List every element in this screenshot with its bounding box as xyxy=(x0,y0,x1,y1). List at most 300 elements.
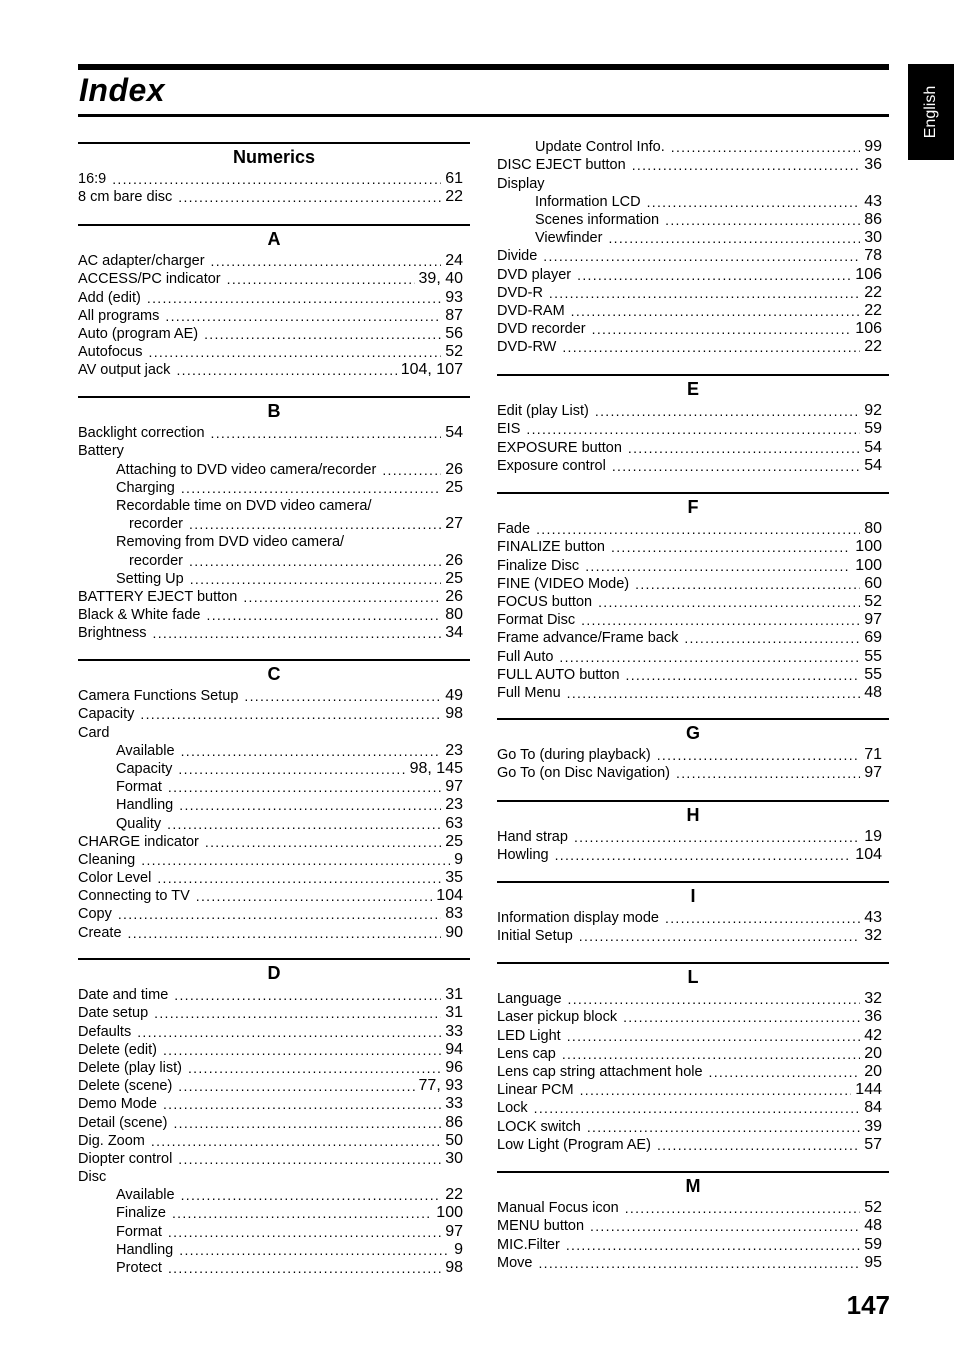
dot-leader xyxy=(671,138,860,156)
index-entry xyxy=(497,1199,882,1217)
entry-label: All programs xyxy=(78,307,160,324)
entry-page-number: 54 xyxy=(864,438,882,456)
section-heading: E xyxy=(497,374,889,402)
dot-leader xyxy=(676,764,860,782)
entry-label: Viewfinder xyxy=(535,230,603,247)
index-entry xyxy=(78,1150,463,1168)
entry-label: Format xyxy=(116,1223,162,1240)
entry-label: Protect xyxy=(116,1260,162,1276)
entry-label: recorder xyxy=(129,552,183,569)
entry-label: Lock xyxy=(497,1100,528,1117)
entry-label: Divide xyxy=(497,248,538,265)
index-entry xyxy=(497,927,882,945)
entry-page-number: 20 xyxy=(864,1062,882,1080)
index-entry xyxy=(497,229,882,247)
index-entry xyxy=(497,684,882,702)
section-heading: Numerics xyxy=(78,142,470,170)
dot-leader xyxy=(163,1095,441,1113)
entry-page-number: 104 xyxy=(855,846,882,864)
entry-label: Setting Up xyxy=(116,570,184,587)
dot-leader xyxy=(625,1199,861,1217)
index-entry xyxy=(497,284,882,302)
entry-label: Update Control Info. xyxy=(535,139,665,156)
dot-leader xyxy=(178,188,441,206)
entry-label: Frame advance/Frame back xyxy=(497,630,679,647)
entry-page-number: 97 xyxy=(864,764,882,782)
dot-leader xyxy=(709,1063,861,1081)
entry-page-number: 84 xyxy=(864,1099,882,1117)
entry-page-number: 95 xyxy=(864,1253,882,1271)
index-entry xyxy=(497,538,882,556)
index-entry xyxy=(78,1077,463,1095)
dot-leader xyxy=(382,461,441,479)
dot-leader xyxy=(243,588,441,606)
index-entry xyxy=(78,1095,463,1113)
entry-label: MENU button xyxy=(497,1218,585,1235)
section-heading: B xyxy=(78,396,470,424)
dot-leader xyxy=(559,648,860,666)
dot-leader xyxy=(526,420,860,438)
dot-leader xyxy=(179,796,441,814)
index-entry xyxy=(78,1168,463,1186)
entry-label: Brightness xyxy=(78,625,147,642)
dot-leader xyxy=(571,302,861,320)
index-entry xyxy=(497,211,882,229)
entry-page-number: 59 xyxy=(864,1235,882,1253)
index-entry xyxy=(78,1204,463,1222)
entry-label: Initial Setup xyxy=(497,928,573,945)
entry-page-number: 86 xyxy=(445,1113,463,1131)
index-entry xyxy=(497,828,882,846)
index-entry xyxy=(497,1008,882,1026)
index-section-continued xyxy=(497,136,889,356)
section-heading: H xyxy=(497,800,889,828)
entry-page-number: 96 xyxy=(445,1058,463,1076)
dot-leader xyxy=(149,343,442,361)
entry-page-number: 22 xyxy=(864,301,882,319)
entry-label: FINE (VIDEO Mode) xyxy=(497,575,630,592)
entry-label: Copy xyxy=(78,906,112,923)
index-entry xyxy=(78,515,463,533)
entry-page-number: 24 xyxy=(445,252,463,270)
entry-label: Hand strap xyxy=(497,829,568,846)
entry-page-number: 71 xyxy=(864,746,882,764)
dot-leader xyxy=(626,666,861,684)
entry-page-number: 33 xyxy=(445,1095,463,1113)
entry-label: CHARGE indicator xyxy=(78,833,199,850)
index-entry xyxy=(78,778,463,796)
entry-page-number: 100 xyxy=(855,538,882,556)
index-entry xyxy=(78,833,463,851)
index-entry xyxy=(78,869,463,887)
entry-page-number: 100 xyxy=(855,556,882,574)
entry-page-number: 52 xyxy=(864,1199,882,1217)
dot-leader xyxy=(587,1118,860,1136)
index-entry xyxy=(78,270,463,288)
entry-page-number: 33 xyxy=(445,1022,463,1040)
entry-page-number: 57 xyxy=(864,1135,882,1153)
entry-page-number: 48 xyxy=(864,1217,882,1235)
entry-page-number: 36 xyxy=(864,1008,882,1026)
entry-page-number: 90 xyxy=(445,923,463,941)
entry-label: Low Light (Program AE) xyxy=(497,1136,651,1153)
entry-label: MIC.Filter xyxy=(497,1236,560,1253)
entry-page-number: 83 xyxy=(445,905,463,923)
entry-label: Autofocus xyxy=(78,344,143,361)
entry-page-number: 99 xyxy=(864,138,882,156)
dot-leader xyxy=(543,247,860,265)
entry-page-number: 106 xyxy=(855,320,882,338)
entry-label: Capacity xyxy=(78,706,135,723)
entry-label: Lens cap string attachment hole xyxy=(497,1063,703,1080)
entry-label: Handling xyxy=(116,797,174,814)
entry-label: FINALIZE button xyxy=(497,539,605,556)
index-entry xyxy=(78,442,463,460)
dot-leader xyxy=(168,1223,441,1241)
entry-label: Add (edit) xyxy=(78,289,141,306)
dot-leader xyxy=(244,687,441,705)
entry-label: Demo Mode xyxy=(78,1096,157,1113)
entry-label: Edit (play List) xyxy=(497,403,589,420)
entry-label: Create xyxy=(78,924,122,941)
entry-label: Move xyxy=(497,1254,533,1271)
entry-label: Battery xyxy=(78,443,124,460)
entry-label: LED Light xyxy=(497,1027,561,1044)
index-entry xyxy=(78,325,463,343)
entry-label: Removing from DVD video camera/ xyxy=(116,534,345,551)
entry-label: Delete (scene) xyxy=(78,1078,173,1095)
entry-page-number: 77, 93 xyxy=(418,1077,463,1095)
entry-page-number: 60 xyxy=(864,574,882,592)
entry-label: DVD-RW xyxy=(497,339,557,356)
entry-page-number: 63 xyxy=(445,814,463,832)
index-entry xyxy=(497,666,882,684)
entry-label: Attaching to DVD video camera/recorder xyxy=(116,461,377,478)
dot-leader xyxy=(118,905,441,923)
entry-label: Display xyxy=(497,175,545,192)
index-entry xyxy=(497,1254,882,1272)
dot-leader xyxy=(598,593,860,611)
dot-leader xyxy=(168,778,441,796)
index-entry xyxy=(78,887,463,905)
dot-leader xyxy=(628,439,860,457)
entry-label: Backlight correction xyxy=(78,425,205,442)
dot-leader xyxy=(574,828,860,846)
index-entry xyxy=(78,497,463,515)
entry-page-number: 80 xyxy=(864,520,882,538)
entry-label: Connecting to TV xyxy=(78,888,190,905)
index-entry xyxy=(497,320,882,338)
entry-page-number: 20 xyxy=(864,1044,882,1062)
entry-page-number: 36 xyxy=(864,156,882,174)
dot-leader xyxy=(534,1099,861,1117)
index-entry xyxy=(497,457,882,475)
entry-label: Black & White fade xyxy=(78,607,201,624)
entry-page-number: 48 xyxy=(864,683,882,701)
index-entry xyxy=(497,302,882,320)
dot-leader xyxy=(188,1059,441,1077)
dot-leader xyxy=(536,520,860,538)
entry-page-number: 31 xyxy=(445,986,463,1004)
entry-label: Quality xyxy=(116,815,162,832)
index-entry xyxy=(78,307,463,325)
entry-page-number: 27 xyxy=(445,515,463,533)
entry-page-number: 97 xyxy=(445,1222,463,1240)
index-entry xyxy=(78,1222,463,1240)
index-entry xyxy=(78,1186,463,1204)
entry-label: Linear PCM xyxy=(497,1082,574,1099)
entry-label: Cleaning xyxy=(78,851,136,868)
dot-leader xyxy=(178,1150,441,1168)
index-entry xyxy=(78,1022,463,1040)
top-rule xyxy=(78,64,889,70)
entry-page-number: 69 xyxy=(864,629,882,647)
entry-label: ACCESS/PC indicator xyxy=(78,271,221,288)
index-entry xyxy=(497,402,882,420)
index-entry xyxy=(78,343,463,361)
index-entry xyxy=(78,1041,463,1059)
entry-page-number: 100 xyxy=(436,1204,463,1222)
language-tab xyxy=(908,64,954,160)
index-entry xyxy=(497,746,882,764)
dot-leader xyxy=(665,211,860,229)
entry-label: FULL AUTO button xyxy=(497,666,620,683)
entry-page-number: 30 xyxy=(445,1149,463,1167)
dot-leader xyxy=(174,986,441,1004)
entry-page-number: 104 xyxy=(436,887,463,905)
entry-label: DVD-R xyxy=(497,284,543,301)
index-entry xyxy=(78,986,463,1004)
index-entry xyxy=(78,851,463,869)
language-tab-label: English xyxy=(922,85,939,139)
dot-leader xyxy=(211,424,442,442)
entry-label: 16:9 xyxy=(78,171,107,188)
index-entry xyxy=(497,520,882,538)
entry-page-number: 86 xyxy=(864,210,882,228)
entry-label: Delete (edit) xyxy=(78,1041,157,1058)
dot-leader xyxy=(585,557,851,575)
dot-leader xyxy=(112,170,441,188)
entry-page-number: 98 xyxy=(445,1259,463,1276)
entry-label: Handling xyxy=(116,1241,174,1258)
index-section-c xyxy=(78,659,470,942)
index-entry xyxy=(78,723,463,741)
index-entry xyxy=(78,588,463,606)
dot-leader xyxy=(568,990,861,1008)
dot-leader xyxy=(595,402,860,420)
dot-leader xyxy=(165,307,441,325)
entry-label: FOCUS button xyxy=(497,593,593,610)
index-entry xyxy=(497,420,882,438)
index-entry xyxy=(497,629,882,647)
dot-leader xyxy=(566,1236,860,1254)
entry-page-number: 80 xyxy=(445,606,463,624)
index-entry xyxy=(78,624,463,642)
index-entry xyxy=(497,1136,882,1154)
entry-page-number: 42 xyxy=(864,1026,882,1044)
dot-leader xyxy=(567,684,861,702)
entry-page-number: 26 xyxy=(445,551,463,569)
dot-leader xyxy=(204,325,441,343)
entry-page-number: 39, 40 xyxy=(418,270,463,288)
entry-page-number: 43 xyxy=(864,192,882,210)
index-entry xyxy=(78,705,463,723)
entry-page-number: 78 xyxy=(864,247,882,265)
index-entry xyxy=(78,1059,463,1077)
section-heading: L xyxy=(497,962,889,990)
entry-label: EXPOSURE button xyxy=(497,439,622,456)
dot-leader xyxy=(154,1004,441,1022)
entry-page-number: 43 xyxy=(864,909,882,927)
dot-leader xyxy=(147,289,441,307)
entry-label: Diopter control xyxy=(78,1150,173,1167)
dot-leader xyxy=(592,320,852,338)
entry-page-number: 94 xyxy=(445,1040,463,1058)
entry-page-number: 97 xyxy=(445,778,463,796)
section-heading: A xyxy=(78,224,470,252)
entry-label: Disc xyxy=(78,1169,107,1186)
entry-page-number: 26 xyxy=(445,460,463,478)
entry-label: recorder xyxy=(129,516,183,533)
entry-label: Detail (scene) xyxy=(78,1114,168,1131)
index-entry xyxy=(497,909,882,927)
dot-leader xyxy=(227,270,415,288)
entry-page-number: 59 xyxy=(864,420,882,438)
entry-page-number: 56 xyxy=(445,324,463,342)
entry-label: AC adapter/charger xyxy=(78,253,205,270)
dot-leader xyxy=(179,1241,450,1259)
index-entry xyxy=(78,551,463,569)
index-entry xyxy=(78,760,463,778)
dot-leader xyxy=(167,815,441,833)
entry-page-number: 98, 145 xyxy=(409,759,463,777)
dot-leader xyxy=(580,1081,852,1099)
entry-label: Information LCD xyxy=(535,193,641,210)
entry-label: Lens cap xyxy=(497,1045,556,1062)
index-entry xyxy=(497,647,882,665)
index-entry xyxy=(497,764,882,782)
dot-leader xyxy=(590,1217,860,1235)
entry-page-number: 144 xyxy=(855,1081,882,1099)
dot-leader xyxy=(538,1254,860,1272)
entry-page-number: 9 xyxy=(454,1240,463,1258)
dot-leader xyxy=(157,869,441,887)
entry-page-number: 52 xyxy=(445,343,463,361)
entry-page-number: 50 xyxy=(445,1131,463,1149)
entry-page-number: 22 xyxy=(864,283,882,301)
dot-leader xyxy=(567,1027,861,1045)
dot-leader xyxy=(623,1008,860,1026)
dot-leader xyxy=(178,1077,414,1095)
entry-label: DVD recorder xyxy=(497,321,586,338)
index-entry xyxy=(78,1241,463,1259)
dot-leader xyxy=(141,851,450,869)
section-heading: M xyxy=(497,1171,889,1199)
dot-leader xyxy=(612,457,860,475)
index-entry xyxy=(78,1259,463,1277)
dot-leader xyxy=(665,909,860,927)
entry-page-number: 30 xyxy=(864,229,882,247)
entry-label: Capacity xyxy=(116,760,173,777)
index-section-m xyxy=(497,1171,889,1272)
index-entry xyxy=(78,188,463,206)
dot-leader xyxy=(176,361,396,379)
entry-label: Full Menu xyxy=(497,684,561,701)
index-section-h xyxy=(497,800,889,864)
index-entry xyxy=(497,193,882,211)
dot-leader xyxy=(196,887,433,905)
entry-page-number: 32 xyxy=(864,990,882,1008)
index-section-b xyxy=(78,396,470,642)
entry-page-number: 52 xyxy=(864,592,882,610)
index-section-l xyxy=(497,962,889,1154)
entry-page-number: 34 xyxy=(445,624,463,642)
entry-label: Finalize xyxy=(116,1205,166,1222)
entry-label: Delete (play list) xyxy=(78,1059,182,1076)
index-entry xyxy=(78,742,463,760)
index-entry xyxy=(497,575,882,593)
entry-label: AV output jack xyxy=(78,362,171,379)
dot-leader xyxy=(635,575,860,593)
entry-page-number: 92 xyxy=(864,402,882,420)
entry-page-number: 32 xyxy=(864,927,882,945)
entry-label: Format Disc xyxy=(497,612,576,629)
entry-page-number: 106 xyxy=(855,265,882,283)
dot-leader xyxy=(647,193,861,211)
dot-leader xyxy=(577,266,851,284)
index-entry xyxy=(497,611,882,629)
entry-label: Defaults xyxy=(78,1023,132,1040)
index-entry xyxy=(497,138,882,156)
index-entry xyxy=(497,1235,882,1253)
index-entry xyxy=(78,460,463,478)
entry-page-number: 98 xyxy=(445,705,463,723)
dot-leader xyxy=(137,1023,441,1041)
index-section-e xyxy=(497,374,889,475)
dot-leader xyxy=(168,1259,441,1277)
index-entry xyxy=(78,479,463,497)
entry-page-number: 25 xyxy=(445,569,463,587)
entry-label: 8 cm bare disc xyxy=(78,189,173,206)
entry-label: Howling xyxy=(497,847,549,864)
entry-page-number: 25 xyxy=(445,832,463,850)
index-section-d xyxy=(78,958,470,1277)
entry-label: Available xyxy=(116,742,175,759)
entry-label: Auto (program AE) xyxy=(78,325,199,342)
index-entry xyxy=(497,265,882,283)
title-rule xyxy=(78,114,889,117)
dot-leader xyxy=(579,927,860,945)
entry-label: DVD player xyxy=(497,266,572,283)
dot-leader xyxy=(163,1041,441,1059)
entry-label: DISC EJECT button xyxy=(497,157,626,174)
index-entry xyxy=(497,247,882,265)
index-entry xyxy=(78,814,463,832)
dot-leader xyxy=(657,1136,860,1154)
dot-leader xyxy=(555,846,852,864)
index-entry xyxy=(78,796,463,814)
index-entry xyxy=(497,1117,882,1135)
index-entry xyxy=(78,533,463,551)
entry-page-number: 55 xyxy=(864,647,882,665)
entry-label: EIS xyxy=(497,421,521,438)
dot-leader xyxy=(181,479,441,497)
index-section-f xyxy=(497,492,889,702)
entry-page-number: 49 xyxy=(445,687,463,705)
entry-label: Full Auto xyxy=(497,648,554,665)
entry-page-number: 35 xyxy=(445,869,463,887)
index-entry xyxy=(497,1081,882,1099)
